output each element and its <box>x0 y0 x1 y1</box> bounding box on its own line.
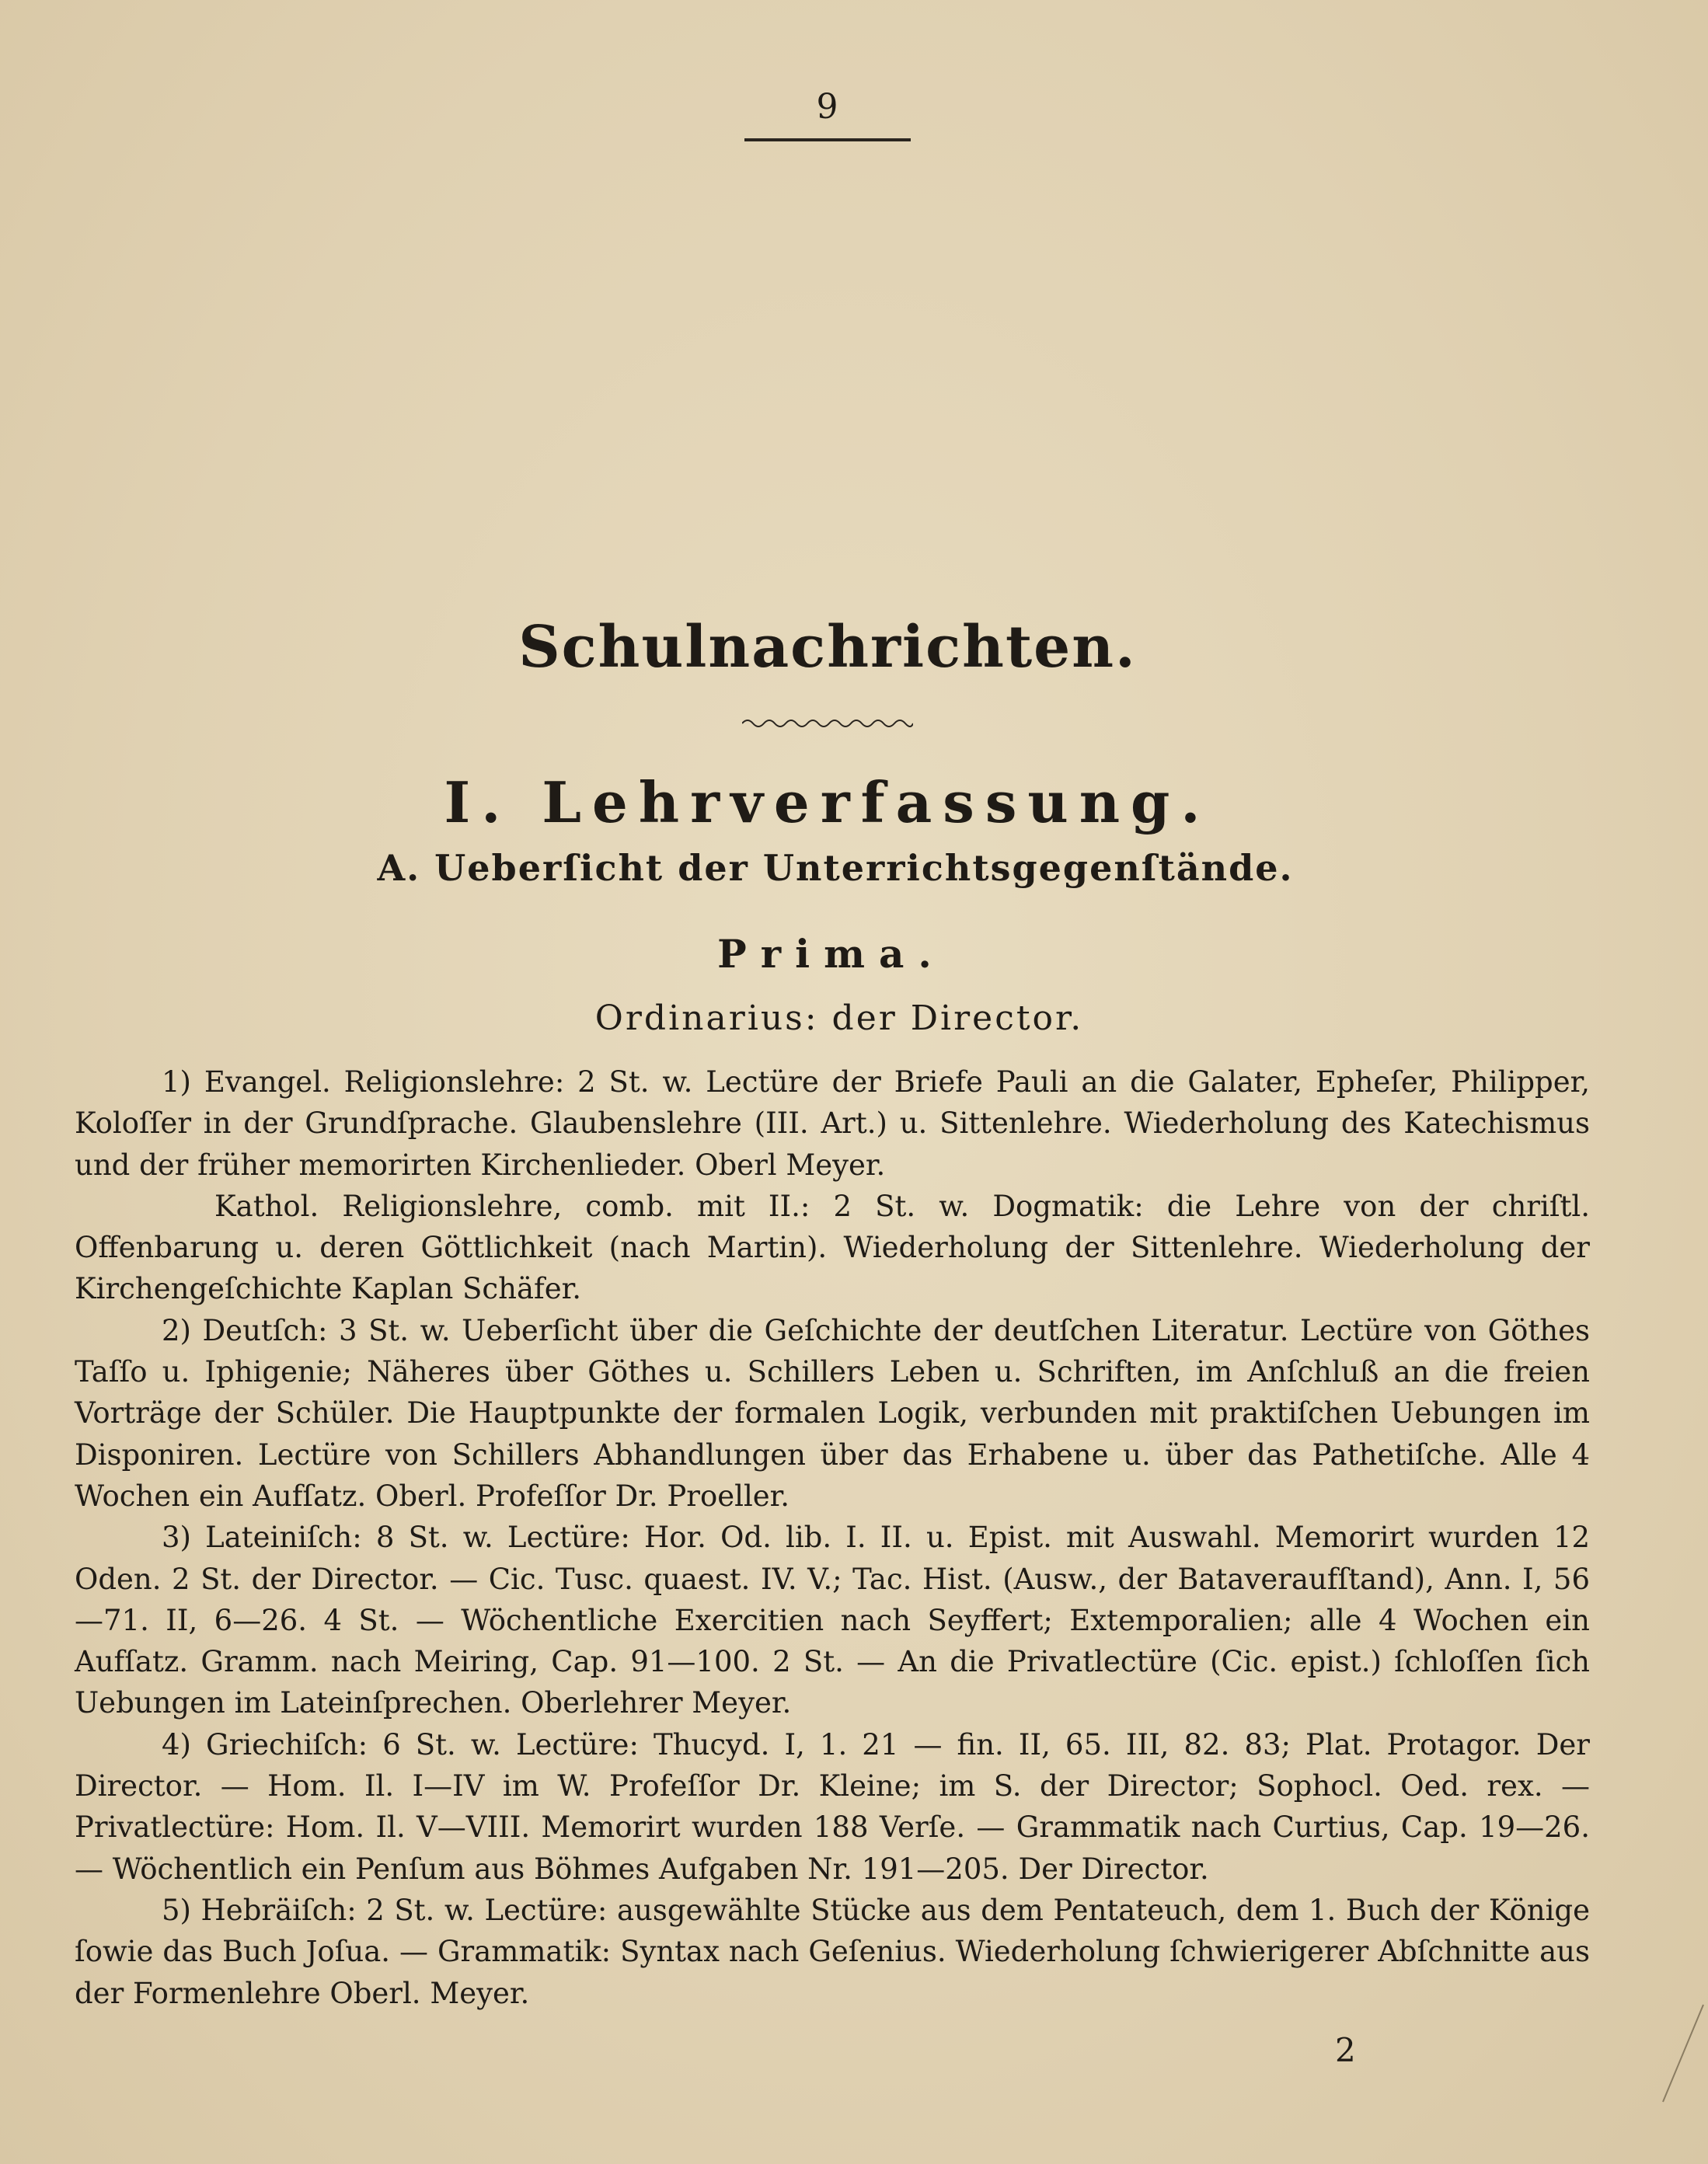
paragraph-latin: 3) Lateiniſch: 8 St. w. Lectüre: Hor. Od. lib. I. II. u. Epist. mit Auswahl. Memorirt wurden 12 Oden. 2 St. der Director. — Cic. Tusc. quaest. IV. V.; Tac. Hist. (Ausw., der Bataveraufſtand), Ann. I, 56—71. II, 6—26. 4 St. — Wöchentliche Exercitien nach Seyffert; Extemporalien; alle 4 Wochen ein Aufſatz. Gramm. nach Meiring, Cap. 91—100. 2 St. — An die Privatlectüre (Cic. epist.) ſchloſſen ſich Uebungen im Lateinſprechen. Oberlehrer Meyer. <box>75 1521 1590 1720</box>
paragraph-religion-evangelical: 1) Evangel. Religionslehre: 2 St. w. Lectüre der Briefe Pauli an die Galater, Epheſer, Philipper, Koloſſer in der Grundſprache. Glaubenslehre (III. Art.) u. Sittenlehre. Wiederholung des Katechismus und der früher memorirten Kirchenlieder. Oberl Meyer. <box>75 1065 1590 1182</box>
paragraph-hebrew: 5) Hebräiſch: 2 St. w. Lectüre: ausgewählte Stücke aus dem Pentateuch, dem 1. Buch der Könige ſowie das Buch Joſua. — Grammatik: Syntax nach Geſenius. Wiederholung ſchwierigerer Abſchnitte aus der Formenlehre Oberl. Meyer. <box>75 1893 1590 2010</box>
page-title: Schulnachrichten. <box>518 614 1137 681</box>
signature-mark: 2 <box>1335 2031 1356 2069</box>
paragraph-religion-catholic: Kathol. Religionslehre, comb. mit II.: 2 St. w. Dogmatik: die Lehre von der chriſtl. Offenbarung u. deren Göttlichkeit (nach Martin). Wiederholung der Sittenlehre. Wiederholung der Kirchengeſchichte Kaplan Schäfer. <box>75 1189 1590 1306</box>
page-number: 9 <box>816 87 839 127</box>
subsection-heading: A. Ueberſicht der Unterrichtsgegenſtände. <box>377 847 1294 889</box>
class-heading: Prima. <box>717 931 946 977</box>
curriculum-body <box>75 1061 1590 2014</box>
paragraph-greek: 4) Griechiſch: 6 St. w. Lectüre: Thucyd. I, 1. 21 — fin. II, 65. III, 82. 83; Plat. Protagor. Der Director. — Hom. Il. I—IV im W. Profeſſor Dr. Kleine; im S. der Director; Sophocl. Oed. rex. — Privatlectüre: Hom. Il. V—VIII. Memorirt wurden 188 Verſe. — Grammatik nach Curtius, Cap. 19—26. — Wöchentlich ein Penſum aus Böhmes Aufgaben Nr. 191—205. Der Director. <box>75 1727 1590 1886</box>
page-fold-line <box>1655 1989 1708 2106</box>
ordinarius-line: Ordinarius: der Director. <box>594 998 1084 1038</box>
header-rule <box>744 138 911 141</box>
wavy-divider <box>742 715 913 732</box>
section-heading: I. Lehrverfassung. <box>444 769 1211 835</box>
paragraph-german: 2) Deutſch: 3 St. w. Ueberſicht über die Geſchichte der deutſchen Literatur. Lectüre von Göthes Taſſo u. Iphigenie; Näheres über Göthes u. Schillers Leben u. Schriften, im Anſchluß an die freien Vorträge der Schüler. Die Hauptpunkte der formalen Logik, verbunden mit praktiſchen Uebungen im Disponiren. Lectüre von Schillers Abhandlungen über das Erhabene u. über das Pathetiſche. Alle 4 Wochen ein Aufſatz. Oberl. Profeſſor Dr. Proeller. <box>75 1313 1590 1513</box>
